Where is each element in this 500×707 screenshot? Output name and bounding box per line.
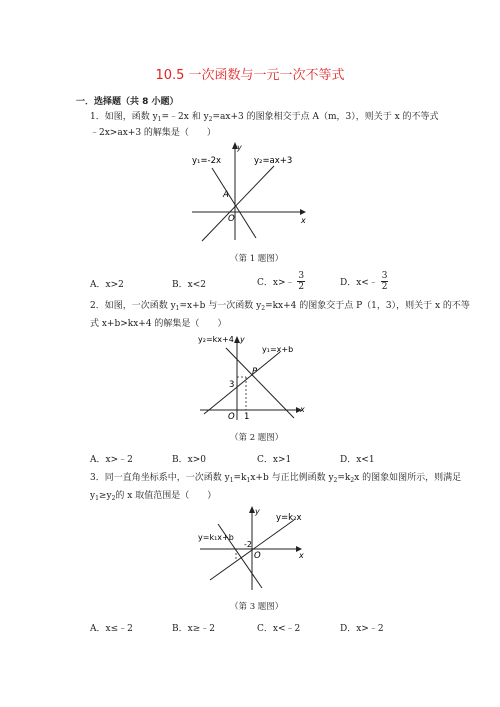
q3-text-d: =k	[337, 473, 351, 483]
q1-option-d-num: 3	[381, 271, 388, 281]
q2-label-y1: y₁=x+b	[262, 345, 294, 354]
q2-graph	[196, 330, 311, 422]
q2-option-d[interactable]: D．x<1	[340, 455, 375, 465]
q1-line-y1	[212, 168, 256, 238]
q2-tick-y-3: 3	[229, 380, 235, 390]
q3-text-c: x+b 与正比例函数 y	[250, 473, 334, 483]
q1-axis-x-label: x	[301, 216, 306, 225]
q1-stem-line2: ﹣2x>ax+3 的解集是（ ）	[90, 128, 216, 138]
q1-option-c-den: 2	[298, 282, 305, 292]
q2-sub-1: 1	[175, 305, 180, 312]
q1-option-c-fraction	[297, 271, 305, 292]
q2-text-a: 2．如图，一次函数 y	[90, 301, 176, 311]
q1-sub-1: 1	[157, 116, 162, 123]
q2-caption: （第 2 题图）	[230, 433, 284, 443]
q3-sub-y1b: 1	[95, 495, 99, 502]
q3-sub-k2: 2	[350, 477, 355, 484]
q3-tick-x-neg2: -2	[244, 540, 252, 549]
q3-text-e: x 的图象如图所示，则满足	[354, 473, 462, 483]
q2-axis-y-label: y	[240, 335, 245, 344]
q3-axis-y-label: y	[255, 507, 260, 516]
q1-label-y1: y₁=-2x	[192, 156, 222, 166]
q3-sub-k1: 1	[246, 477, 251, 484]
q2-text-c: =kx+4 的图象交于点 P（1，3），则关于 x 的不等	[265, 301, 470, 311]
q3-axis-x-label: x	[299, 551, 304, 560]
q1-option-d-text: D．x<﹣	[340, 278, 378, 288]
q1-graph	[188, 138, 318, 243]
q1-line-y2	[202, 166, 274, 241]
section-heading: 一．选择题（共 8 小题）	[76, 97, 179, 107]
q3-text-a: 3．同一直角坐标系中，一次函数 y	[90, 473, 230, 483]
q3-origin: O	[254, 551, 261, 561]
q2-option-c[interactable]: C．x>1	[257, 455, 292, 465]
q2-option-b[interactable]: B．x>0	[172, 455, 206, 465]
q1-option-a[interactable]: A．x>2	[90, 280, 124, 290]
q1-origin: O	[228, 214, 235, 224]
page-title: 10.5 一次函数与一元一次不等式	[155, 68, 345, 83]
q1-option-d-fraction	[381, 271, 389, 292]
q3-sub-y2: 2	[333, 477, 338, 484]
q2-option-a[interactable]: A．x>﹣2	[90, 455, 133, 465]
q3-option-c[interactable]: C．x<﹣2	[257, 624, 301, 634]
q1-sub-2: 2	[208, 116, 213, 123]
q2-label-y2: y₂=kx+4	[198, 335, 234, 344]
q2-point-p: P	[252, 367, 258, 377]
q1-text-a: 1．如图，函数 y	[90, 112, 158, 122]
q2-stem-line1	[90, 300, 470, 313]
q2-tick-x-1: 1	[244, 412, 250, 422]
q3-text-h: 的 x 取值范围是（ ）	[115, 491, 217, 501]
q1-point-a: A	[223, 190, 229, 200]
q2-text-b: =x+b 与一次函数 y	[179, 301, 262, 311]
q3-text-g: ≥y	[98, 491, 112, 501]
q2-line-y2	[226, 348, 294, 418]
q1-label-y2: y₂=ax+3	[254, 156, 293, 166]
q2-stem-line2: 式 x+b>kx+4 的解集是（ ）	[90, 319, 227, 329]
q3-sub-y1: 1	[229, 477, 234, 484]
q3-graph	[196, 502, 311, 592]
q3-label-y1: y=k₁x+b	[198, 533, 234, 542]
q1-option-b[interactable]: B．x<2	[172, 280, 206, 290]
q2-line-y1	[204, 352, 280, 414]
q1-axis-y-label: y	[237, 143, 242, 152]
q3-option-a[interactable]: A．x≤﹣2	[90, 624, 133, 634]
q3-caption: （第 3 题图）	[230, 602, 284, 612]
q3-label-y2: y=k₂x	[276, 513, 302, 523]
q1-stem-line1	[90, 111, 439, 124]
q1-option-d[interactable]	[340, 271, 388, 292]
q3-text-f: y	[90, 491, 96, 501]
q2-axis-x-label: x	[300, 405, 305, 414]
q1-option-c-text: C．x>﹣	[257, 278, 295, 288]
q3-stem-line1	[90, 472, 461, 485]
q3-sub-y2b: 2	[111, 495, 116, 502]
q1-text-c: =ax+3 的图象相交于点 A（m，3），则关于 x 的不等式	[212, 112, 439, 122]
q1-text-b: =﹣2x 和 y	[161, 112, 209, 122]
q1-option-d-den: 2	[381, 282, 388, 292]
q2-sub-2: 2	[261, 305, 266, 312]
q3-option-b[interactable]: B．x≥﹣2	[172, 624, 215, 634]
q1-caption: （第 1 题图）	[230, 254, 284, 264]
q3-text-b: =k	[233, 473, 247, 483]
q2-origin: O	[228, 412, 235, 422]
q3-option-d[interactable]: D．x>﹣2	[340, 624, 384, 634]
q1-x-arrow	[300, 209, 306, 215]
q1-option-c-num: 3	[298, 271, 305, 281]
q1-option-c[interactable]	[257, 271, 305, 292]
